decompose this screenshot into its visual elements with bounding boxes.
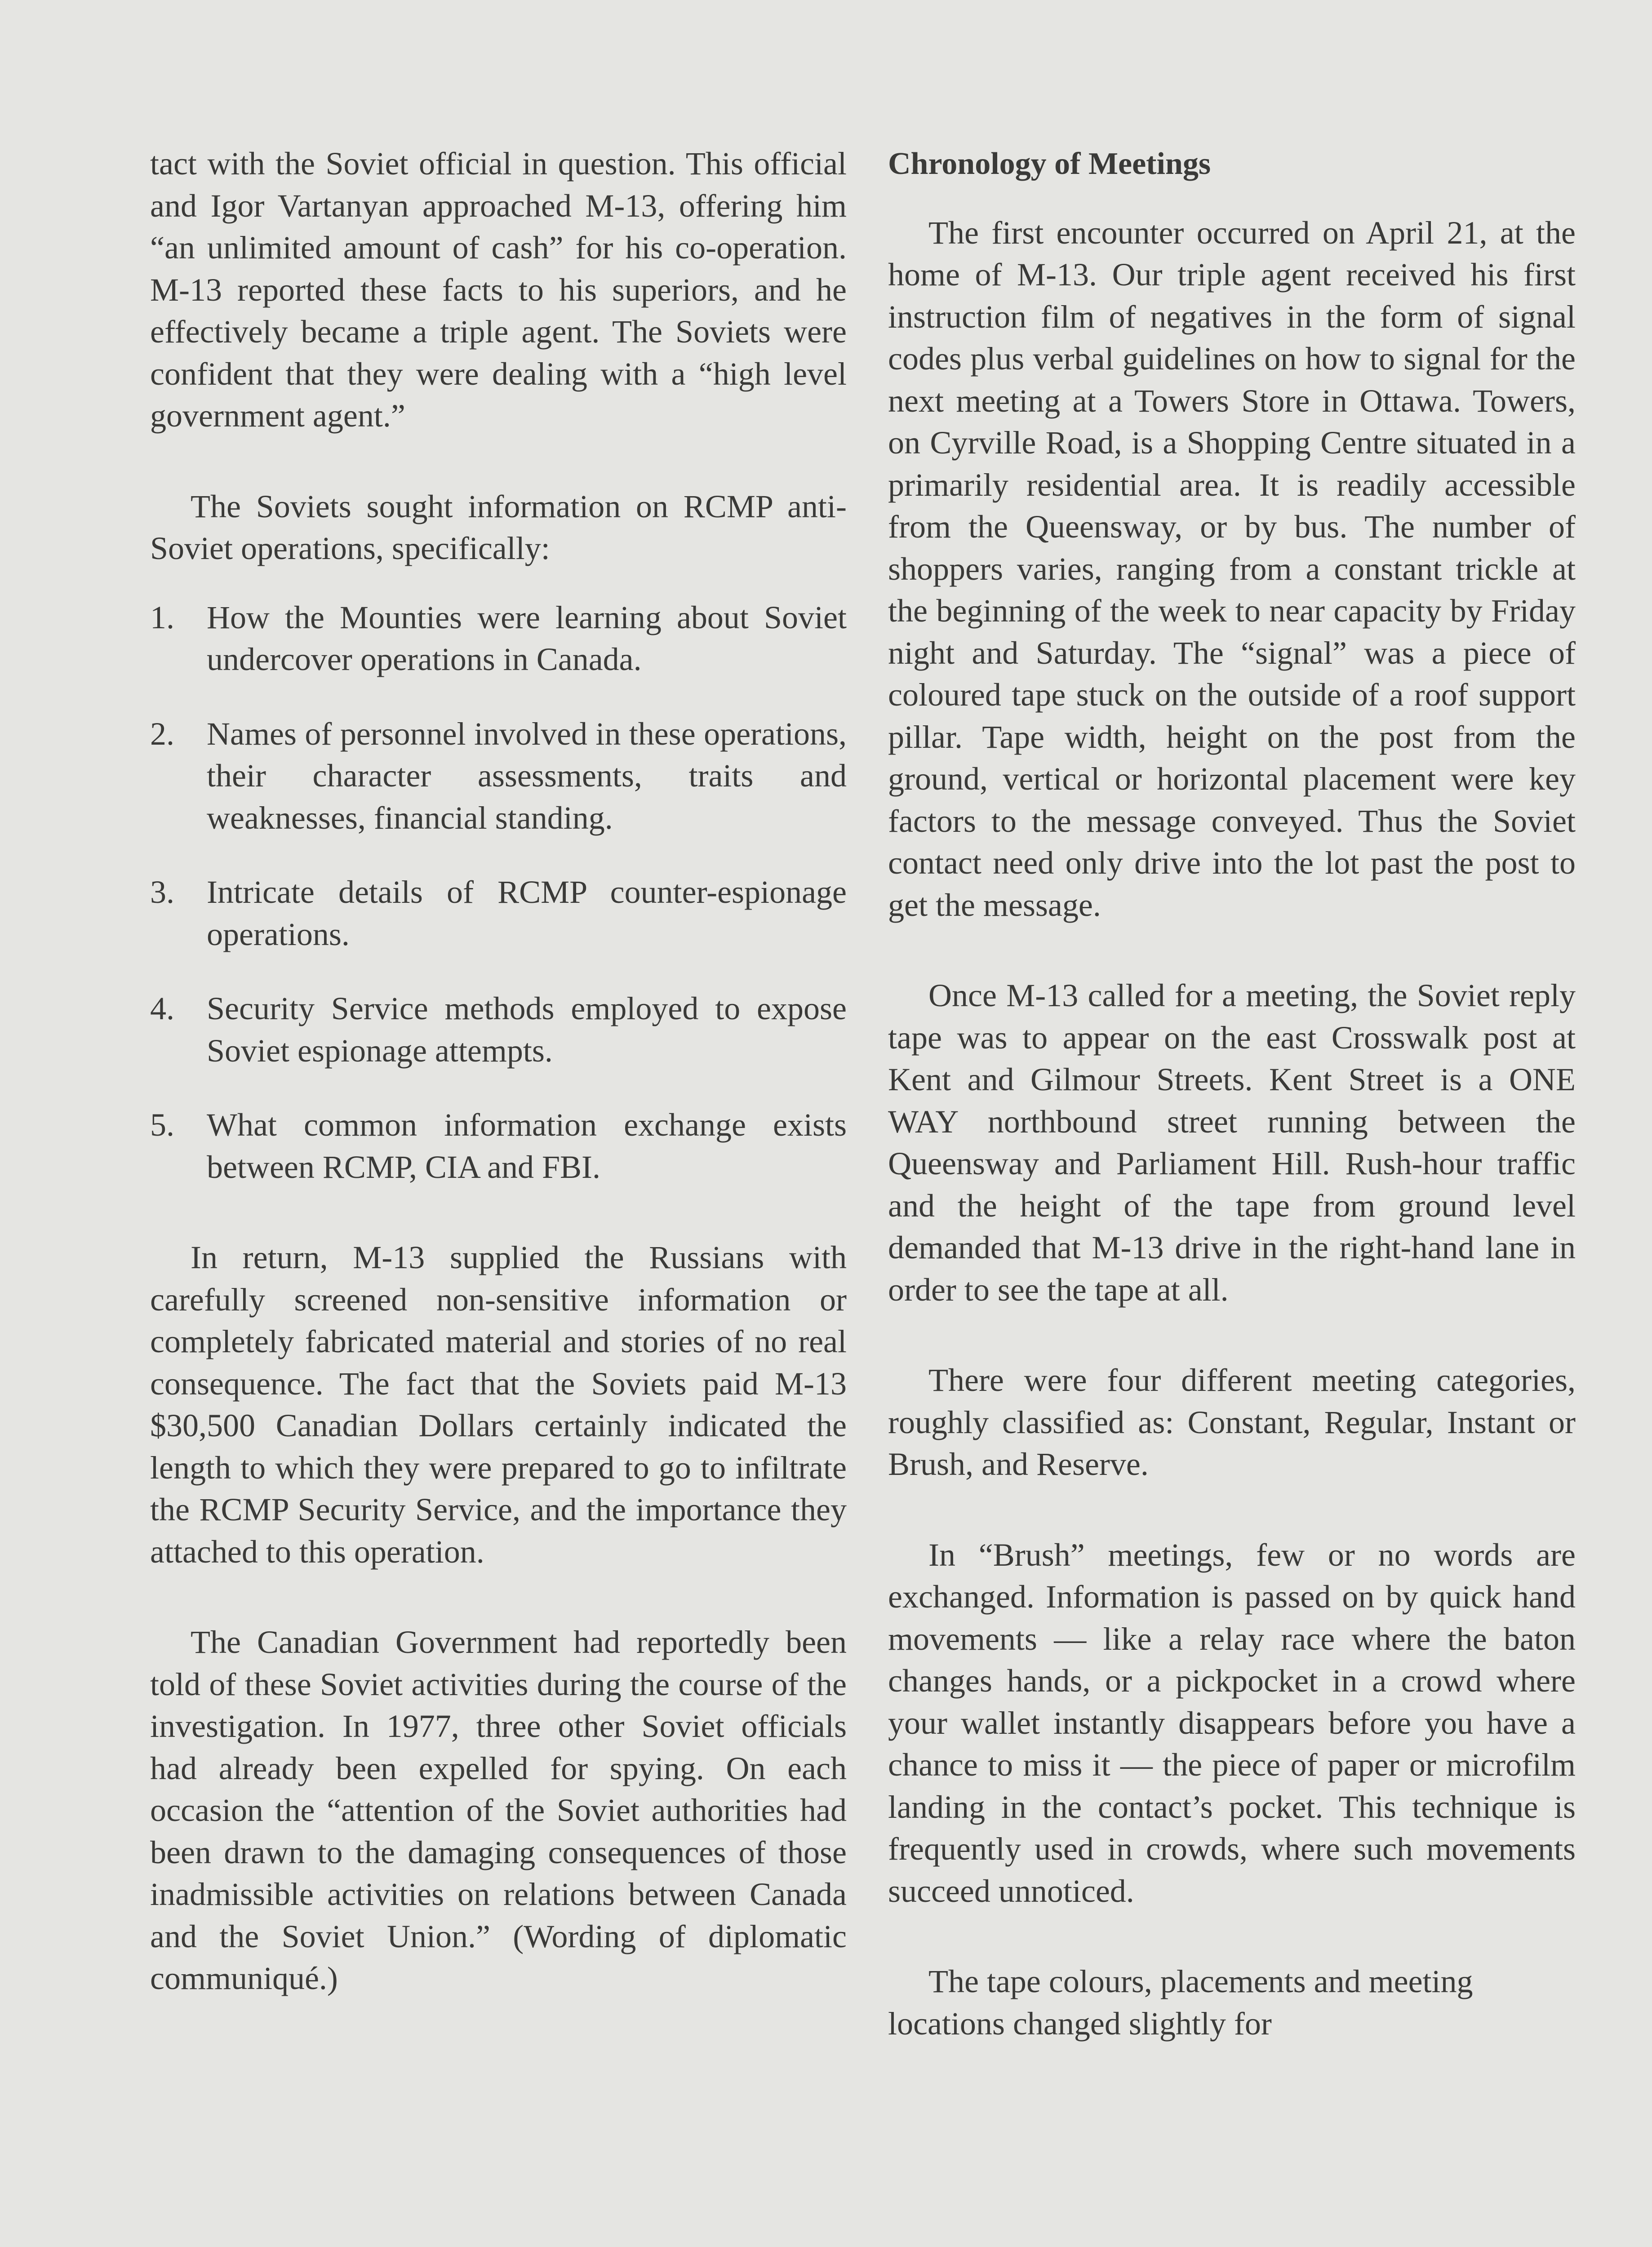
left-column bbox=[150, 143, 847, 2048]
paragraph: The Canadian Government had reportedly been told of these Soviet activities during the course of the investigation. In 1977, three other Soviet officials had already been expelled for spying. On each occasion the “attention of the Soviet authorities had been drawn to the damaging consequences of those inadmissible activities on relations between Canada and the Soviet Union.” (Wording of diplomatic communiqué.) bbox=[150, 1624, 847, 1996]
paragraph: tact with the Soviet official in question. This official and Igor Vartanyan approached M-13, offering him “an unlimited amount of cash” for his co-operation. M-13 reported these facts to his superiors, and he effectively became a triple agent. The Soviets were confident that they were dealing with a “high level government agent.” bbox=[150, 146, 847, 434]
list-number: 5. bbox=[150, 1107, 174, 1143]
list-number: 3. bbox=[150, 874, 174, 910]
list-number: 2. bbox=[150, 715, 174, 752]
list-text: What common information exchange exists between RCMP, CIA and FBI. bbox=[207, 1107, 847, 1185]
numbered-list bbox=[150, 597, 847, 1189]
list-number: 1. bbox=[150, 599, 174, 635]
paragraph: In “Brush” meetings, few or no words are exchanged. Information is passed on by quick hand movements — like a relay race where the baton changes hands, or a pickpocket in a crowd where your wallet instantly disappears before you have a chance to miss it — the piece of paper or microfilm landing in the contact’s pocket. This technique is frequently used in crowds, where such movements succeed unnoticed. bbox=[888, 1536, 1576, 1909]
paragraph: There were four different meeting categories, roughly classified as: Constant, Regular, Instant or Brush, and Reserve. bbox=[888, 1362, 1576, 1482]
paragraph: The tape colours, placements and meeting locations changed slightly for bbox=[888, 1963, 1473, 2042]
paragraph: Once M-13 called for a meeting, the Soviet reply tape was to appear on the east Crosswalk post at Kent and Gilmour Streets. Kent Street is a ONE WAY northbound street running between the Queensway and Parliament Hill. Rush-hour traffic and the height of the tape from ground level demanded that M-13 drive in the right-hand lane in order to see the tape at all. bbox=[888, 977, 1576, 1308]
list-text: Names of personnel involved in these operations, their character assessments, traits and weaknesses, financial standing. bbox=[207, 715, 847, 836]
section-heading: Chronology of Meetings bbox=[888, 147, 1211, 181]
list-item bbox=[150, 1104, 847, 1188]
list-text: Intricate details of RCMP counter-espionage operations. bbox=[207, 874, 847, 952]
list-item bbox=[150, 988, 847, 1072]
paragraph: The first encounter occurred on April 21, at the home of M-13. Our triple agent received his first instruction film of negatives in the form of signal codes plus verbal guidelines on how to signal for the next meeting at a Towers Store in Ottawa. Towers, on Cyrville Road, is a Shopping Centre situated in a primarily residential area. It is readily accessible from the Queensway, or by bus. The number of shoppers varies, ranging from a constant trickle at the beginning of the week to near capacity by Friday night and Saturday. The “signal” was a piece of coloured tape stuck on the outside of a roof support pillar. Tape width, height on the post from the ground, vertical or horizontal placement were key factors to the message conveyed. Thus the Soviet contact need only drive into the lot past the post to get the message. bbox=[888, 214, 1576, 923]
list-number: 4. bbox=[150, 990, 174, 1026]
paragraph: In return, M-13 supplied the Russians with carefully screened non-sensitive information or completely fabricated material and stories of no real consequence. The fact that the Soviets paid M-13 $30,500 Canadian Dollars certainly indicated the length to which they were prepared to go to infiltrate the RCMP Security Service, and the importance they attached to this operation. bbox=[150, 1239, 847, 1570]
list-item bbox=[150, 871, 847, 955]
list-item bbox=[150, 597, 847, 681]
right-column bbox=[888, 143, 1576, 2093]
list-text: Security Service methods employed to expose Soviet espionage attempts. bbox=[207, 990, 847, 1069]
list-text: How the Mounties were learning about Soviet undercover operations in Canada. bbox=[207, 599, 847, 677]
list-item bbox=[150, 713, 847, 839]
paragraph: The Soviets sought information on RCMP anti-Soviet operations, specifically: bbox=[150, 488, 847, 566]
